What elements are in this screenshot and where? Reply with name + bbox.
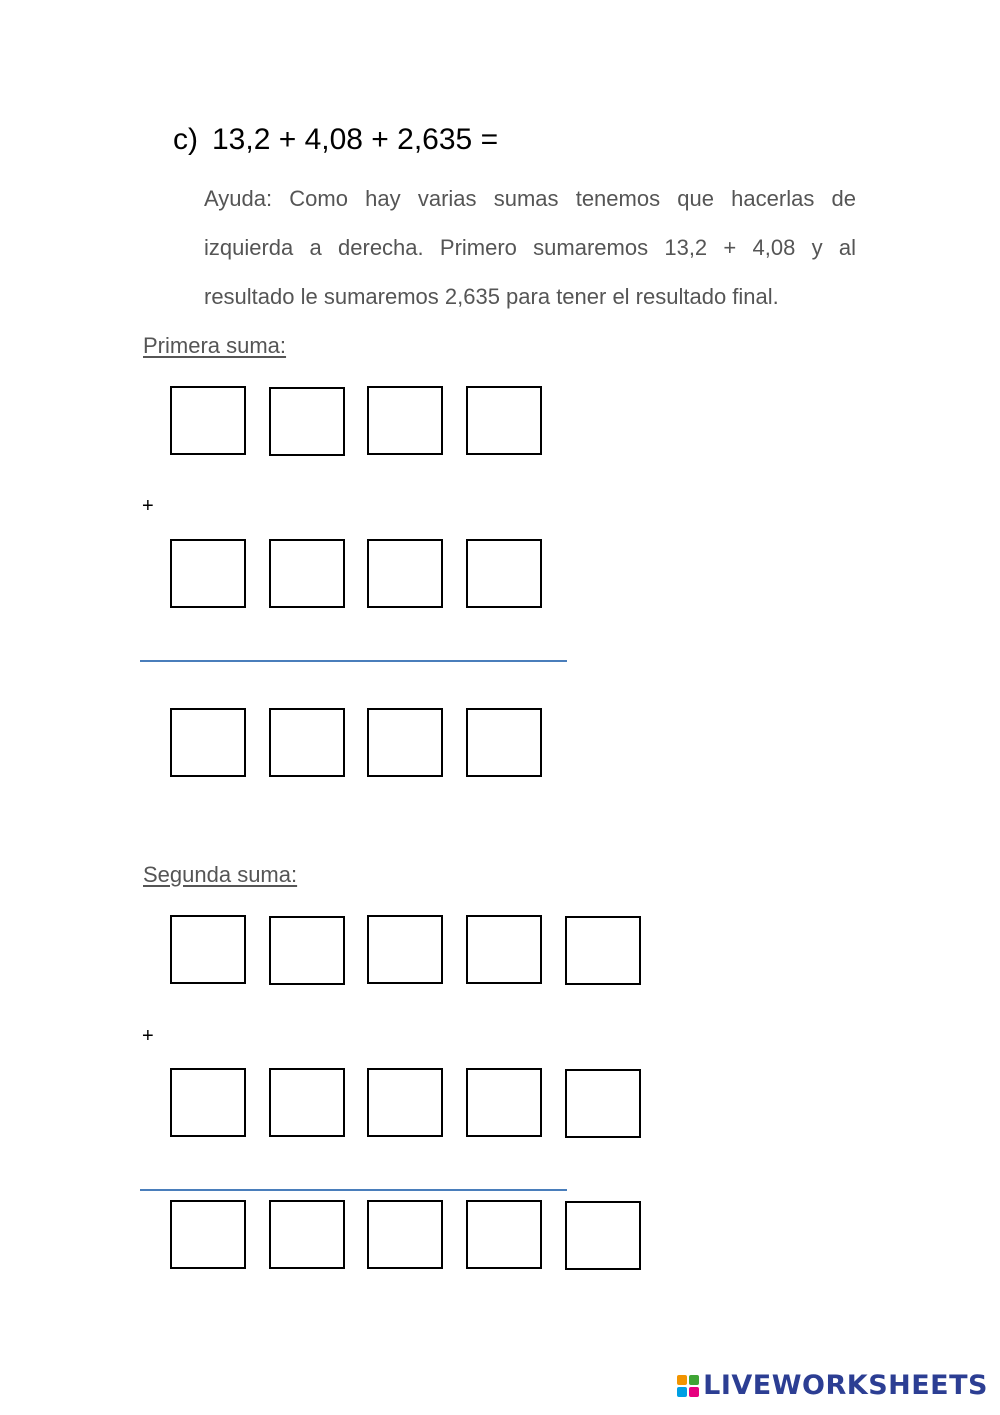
brand-name: LIVEWORKSHEETS	[703, 1370, 988, 1401]
plus-sign: +	[142, 495, 154, 517]
second-sum-label: Segunda suma:	[143, 862, 298, 887]
liveworksheets-logo-icon	[677, 1375, 699, 1397]
digit-box[interactable]	[170, 386, 246, 455]
problem-title	[173, 120, 498, 160]
help-text: Ayuda: Como hay varias sumas tenemos que hacerlas de izquierda a derecha. Primero sumaremos 13,2 + 4,08 y al resultado le sumaremos 2,635 para tener el resultado final.	[204, 186, 856, 309]
digit-box[interactable]	[466, 539, 542, 608]
result-digit-box[interactable]	[466, 1200, 542, 1269]
result-digit-box[interactable]	[367, 708, 443, 777]
result-digit-box[interactable]	[269, 708, 345, 777]
digit-box[interactable]	[269, 387, 345, 456]
digit-box[interactable]	[367, 915, 443, 984]
sum-line	[140, 660, 567, 662]
result-digit-box[interactable]	[565, 1201, 641, 1270]
digit-box[interactable]	[170, 1068, 246, 1137]
digit-box[interactable]	[269, 539, 345, 608]
result-digit-box[interactable]	[170, 1200, 246, 1269]
result-digit-box[interactable]	[170, 708, 246, 777]
digit-box[interactable]	[466, 915, 542, 984]
liveworksheets-brand	[677, 1371, 988, 1401]
sum-line	[140, 1189, 567, 1191]
result-digit-box[interactable]	[367, 1200, 443, 1269]
digit-box[interactable]	[170, 915, 246, 984]
digit-box[interactable]	[466, 386, 542, 455]
digit-box[interactable]	[269, 916, 345, 985]
digit-box[interactable]	[466, 1068, 542, 1137]
digit-box[interactable]	[565, 1069, 641, 1138]
digit-box[interactable]	[367, 1068, 443, 1137]
digit-box[interactable]	[170, 539, 246, 608]
result-digit-box[interactable]	[269, 1200, 345, 1269]
digit-box[interactable]	[367, 386, 443, 455]
first-sum-label: Primera suma:	[143, 333, 287, 358]
result-digit-box[interactable]	[466, 708, 542, 777]
problem-label: c)	[173, 123, 198, 156]
digit-box[interactable]	[269, 1068, 345, 1137]
plus-sign: +	[142, 1025, 154, 1047]
digit-box[interactable]	[565, 916, 641, 985]
digit-box[interactable]	[367, 539, 443, 608]
problem-expression: 13,2 + 4,08 + 2,635 =	[212, 123, 499, 156]
